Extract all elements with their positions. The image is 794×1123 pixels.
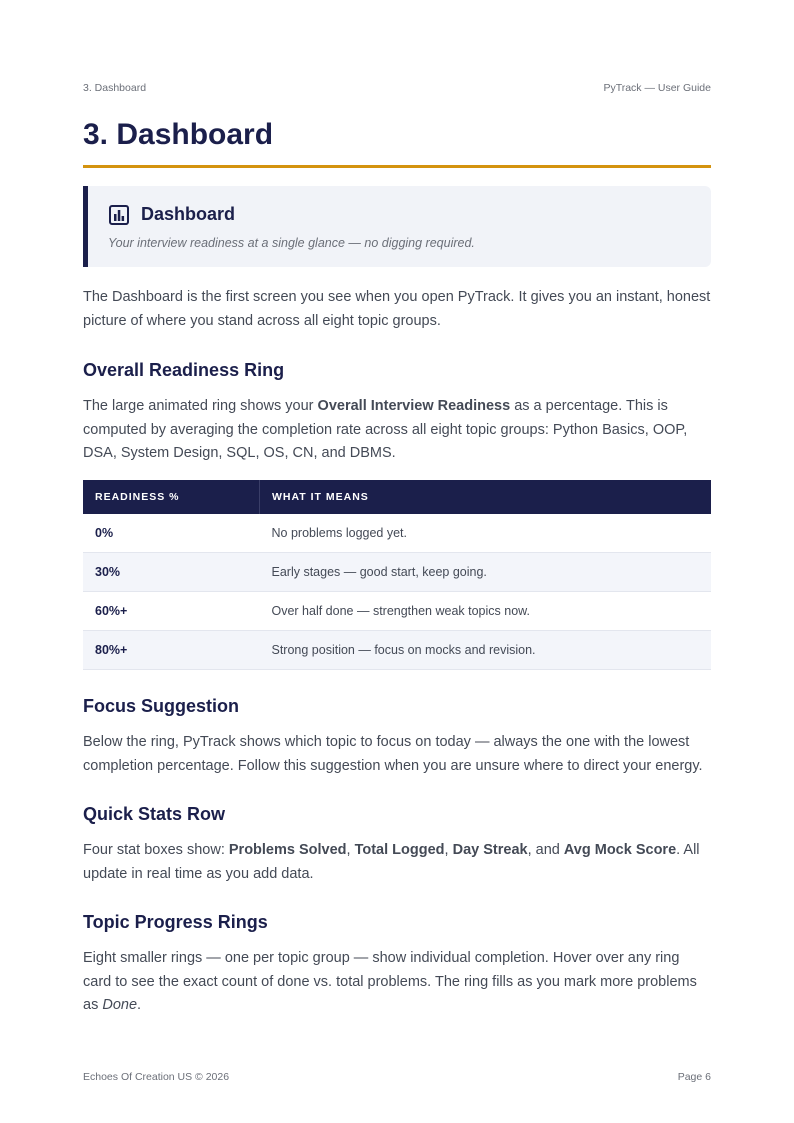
table-row (83, 631, 711, 670)
readiness-cell: 0% (83, 514, 260, 553)
callout-title: Dashboard (141, 204, 236, 224)
heading-readiness-ring: Overall Readiness Ring (83, 360, 285, 380)
table-row (83, 553, 711, 592)
table-header-readiness: READINESS % (83, 480, 260, 514)
title-rule (83, 165, 711, 168)
meaning-cell: No problems logged yet. (260, 514, 712, 553)
table-row (83, 514, 711, 553)
readiness-paragraph: The large animated ring shows your Overall Interview Readiness as a percentage. This is computed by averaging the completion rate across all eight topic groups: Python Basics, OOP, DSA, System Design, SQL, OS, CN, and DBMS. (83, 398, 688, 461)
page-number: Page 6 (677, 1071, 711, 1083)
meaning-cell: Early stages — good start, keep going. (260, 553, 712, 592)
table-row (83, 592, 711, 631)
table-header-meaning: WHAT IT MEANS (260, 480, 712, 514)
stats-paragraph: Four stat boxes show: Problems Solved, Total Logged, Day Streak, and Avg Mock Score. All update in real time as you add data. (83, 842, 700, 882)
readiness-cell: 80%+ (83, 631, 260, 670)
page-title: 3. Dashboard (83, 118, 274, 151)
page-footer (83, 1071, 711, 1083)
header-doc-title: PyTrack — User Guide (603, 82, 711, 94)
focus-paragraph: Below the ring, PyTrack shows which topic to focus on today — always the one with the lowest completion percentage. Follow this suggestion when you are unsure where to direct your energy. (83, 734, 703, 774)
meaning-cell: Over half done — strengthen weak topics now. (260, 592, 712, 631)
intro-paragraph: The Dashboard is the first screen you see when you open PyTrack. It gives you an instant, honest picture of where you stand across all eight topic groups. (83, 289, 711, 329)
callout-subtitle: Your interview readiness at a single glance — no digging required. (108, 236, 475, 250)
callout-box (83, 186, 711, 267)
table-header-row (83, 480, 711, 514)
footer-copyright: Echoes Of Creation US © 2026 (83, 1071, 230, 1083)
meaning-cell: Strong position — focus on mocks and revision. (260, 631, 712, 670)
readiness-cell: 30% (83, 553, 260, 592)
running-header (83, 82, 711, 94)
readiness-table (83, 480, 711, 670)
heading-focus-suggestion: Focus Suggestion (83, 696, 240, 716)
topics-paragraph: Eight smaller rings — one per topic group — show individual completion. Hover over any ring card to see the exact count of done vs. total problems. The ring fills as you mark more problems as Done. (83, 950, 697, 1013)
heading-topic-rings: Topic Progress Rings (83, 912, 268, 932)
header-section-title: 3. Dashboard (83, 82, 147, 94)
callout-heading (109, 204, 235, 225)
heading-quick-stats: Quick Stats Row (83, 804, 226, 824)
readiness-cell: 60%+ (83, 592, 260, 631)
bar-chart-icon (109, 205, 129, 225)
